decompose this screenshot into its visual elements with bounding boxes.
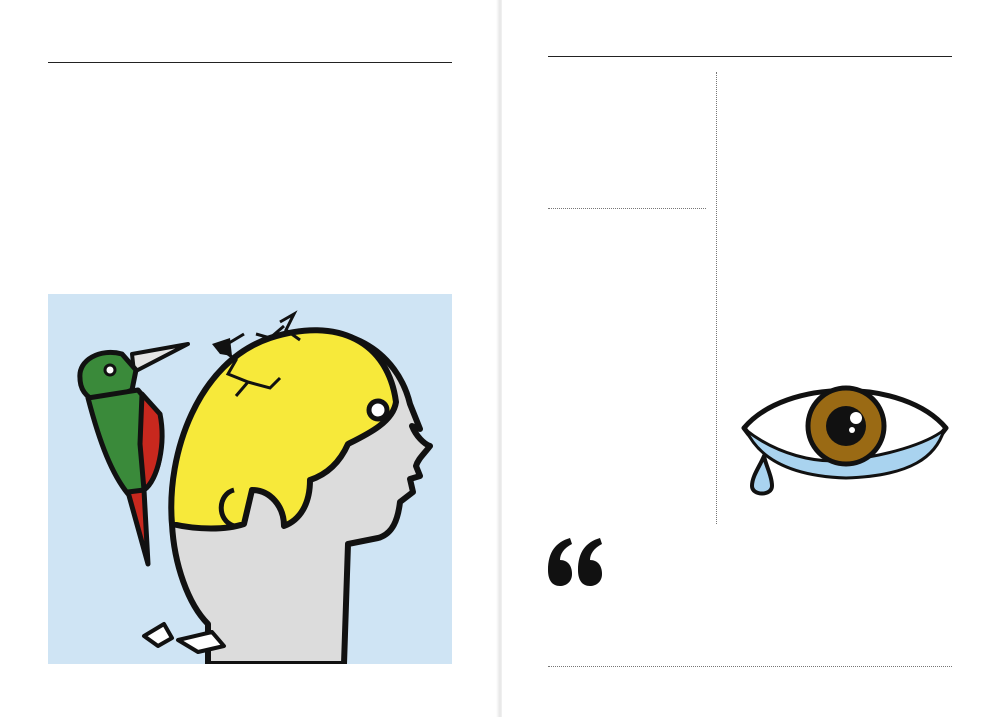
eye-highlight (849, 427, 855, 433)
right-page (502, 0, 1000, 717)
crying-eye-illustration (736, 384, 954, 510)
tear-drop (752, 456, 772, 494)
bird-eye (105, 365, 115, 375)
dotted-separator (548, 208, 706, 209)
left-page (0, 0, 498, 717)
head-eye (369, 401, 387, 419)
eye-highlight (850, 412, 862, 424)
header-rule (48, 62, 452, 63)
woodpecker-pecking-head-illustration (48, 294, 452, 664)
quote-mark-icon (544, 536, 604, 588)
column-separator (716, 72, 717, 524)
eye-pupil (826, 406, 866, 446)
header-rule (548, 56, 952, 57)
dotted-separator (548, 666, 952, 667)
